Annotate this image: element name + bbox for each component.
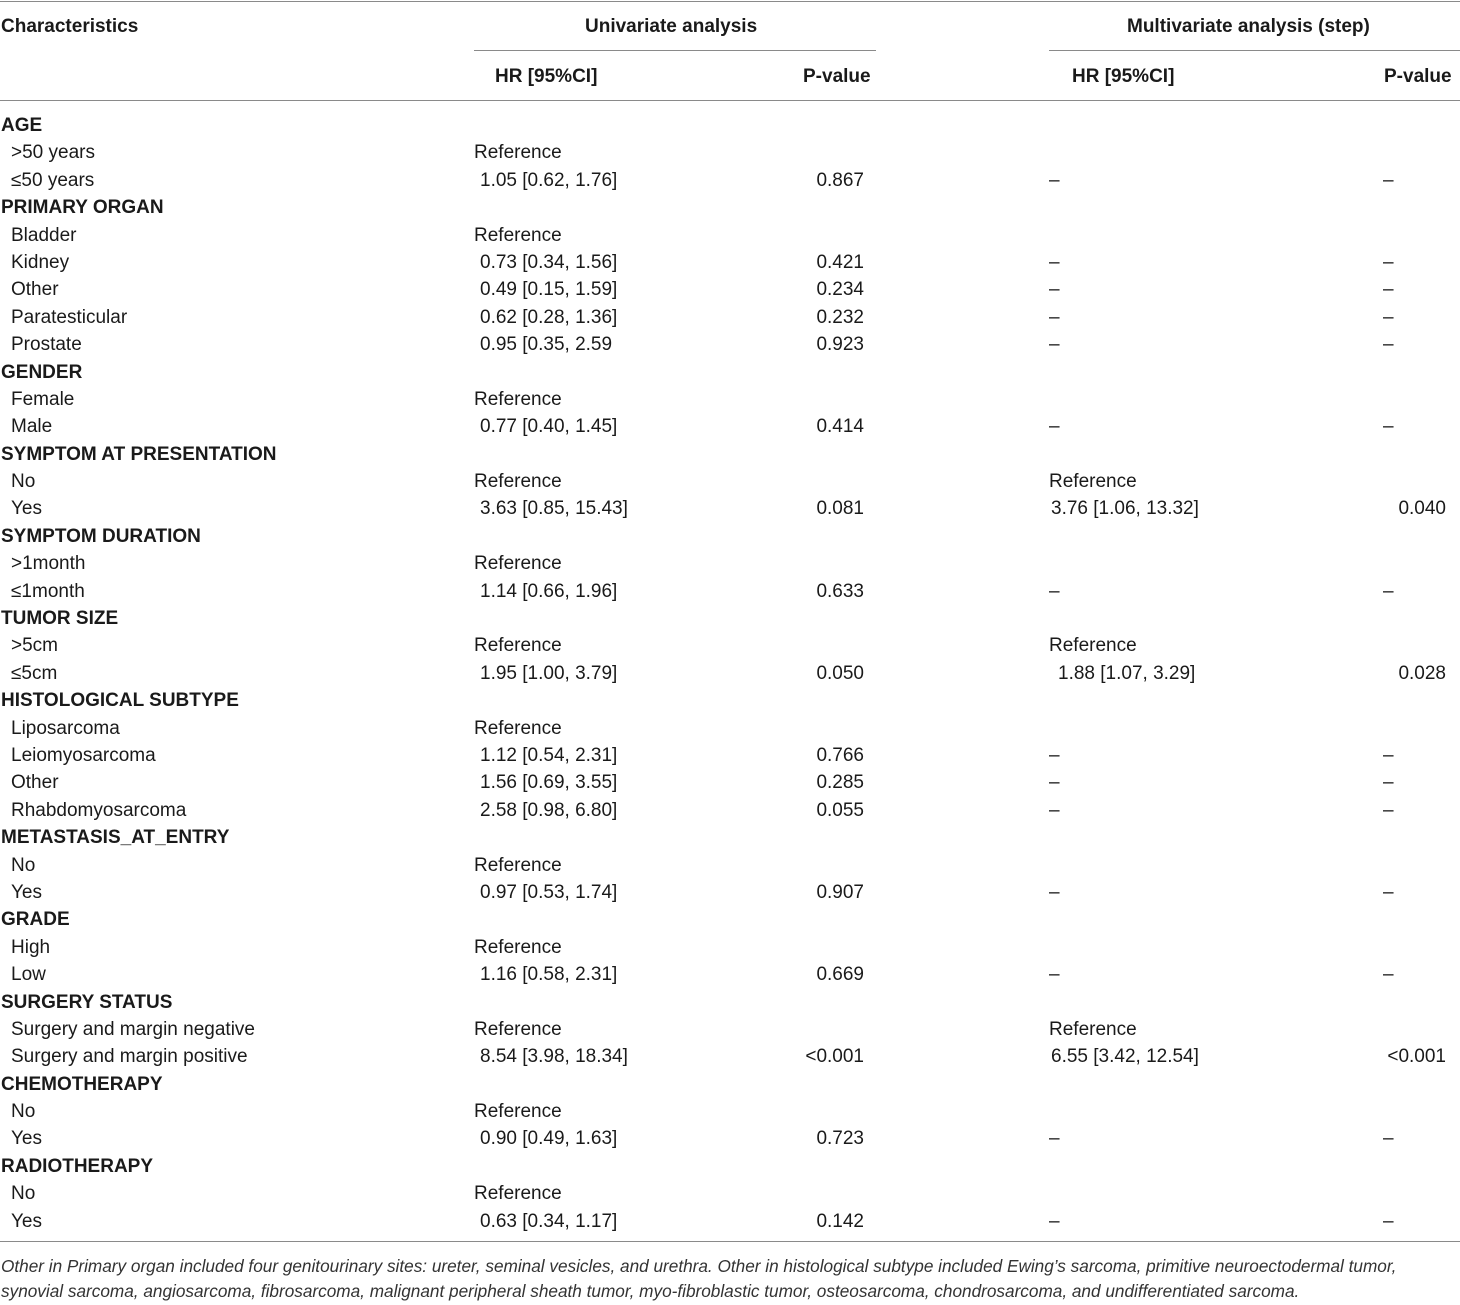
univariate-p-cell: 0.421 [816,251,864,273]
level-label: Bladder [11,224,77,246]
category-row [0,824,1460,851]
level-label: ≤5cm [11,662,58,684]
table-row [0,578,1460,605]
level-label: Rhabdomyosarcoma [11,799,187,821]
level-label: Other [11,279,59,301]
univariate-p-cell: 0.081 [816,498,864,520]
table-row [0,222,1460,249]
univariate-p-cell: 0.232 [816,306,864,328]
table-row [0,1208,1460,1235]
category-row [0,605,1460,632]
table-row [0,276,1460,303]
multivariate-hr-cell: – [1049,334,1060,356]
category-row [0,687,1460,714]
univariate-hr-cell: 0.63 [0.34, 1.17] [480,1210,618,1232]
category-label: GENDER [1,361,83,383]
table-row [0,139,1460,166]
univariate-hr-cell: Reference [474,388,562,410]
category-label: SYMPTOM AT PRESENTATION [1,443,277,465]
level-label: Surgery and margin positive [11,1046,248,1068]
univariate-hr-cell: 1.56 [0.69, 3.55] [480,772,618,794]
univariate-hr-cell: Reference [474,854,562,876]
table-row [0,1043,1460,1070]
multivariate-p-cell: – [1383,580,1394,602]
level-label: Female [11,388,75,410]
multivariate-p-cell: – [1383,334,1394,356]
table-row [0,769,1460,796]
univariate-p-cell: 0.414 [816,416,864,438]
univariate-hr-cell: Reference [474,1101,562,1123]
multivariate-p-cell: <0.001 [1387,1046,1446,1068]
table-row [0,167,1460,194]
univariate-p-cell: 0.285 [816,772,864,794]
univariate-hr-cell: 1.14 [0.66, 1.96] [480,580,618,602]
univariate-hr-cell: Reference [474,224,562,246]
table-bottom-rule [0,1241,1460,1242]
category-row [0,441,1460,468]
univariate-p-cell: 0.050 [816,662,864,684]
level-label: >50 years [11,142,95,164]
category-row [0,112,1460,139]
table-footnote: Other in Primary organ included four genitourinary sites: ureter, seminal vesicles, and urethra. Other in histological subtype included Ewing’s sarcoma, primitive neuroectodermal tumor, synovial sarcoma, angiosarcoma, fibrosarcoma, malignant peripheral sheath tumor, myo-fibroblastic tumor, osteosarcoma, chondrosarcoma, and undifferentiated sarcoma. [1,1256,1397,1301]
univariate-p-cell: 0.723 [816,1128,864,1150]
multivariate-hr-cell: – [1049,416,1060,438]
category-row [0,1153,1460,1180]
table-row [0,413,1460,440]
multivariate-hr-cell: – [1049,964,1060,986]
multivariate-hr-cell: – [1049,772,1060,794]
level-label: Low [11,964,46,986]
level-label: Kidney [11,251,70,273]
univariate-hr-cell: Reference [474,142,562,164]
table-row [0,304,1460,331]
table-row [0,961,1460,988]
multivariate-hr-cell: – [1049,169,1060,191]
multivariate-p-cell: – [1383,251,1394,273]
univariate-p-cell: 0.867 [816,169,864,191]
univariate-hr-cell: 1.05 [0.62, 1.76] [480,169,618,191]
level-label: Paratesticular [11,306,128,328]
multivariate-p-cell: – [1383,799,1394,821]
table-row [0,934,1460,961]
header-multivariate-p: P-value [1384,66,1452,87]
level-label: Other [11,772,59,794]
multivariate-p-cell: – [1383,1128,1394,1150]
table-row [0,1016,1460,1043]
multivariate-p-cell: – [1383,964,1394,986]
multivariate-hr-cell: 1.88 [1.07, 3.29] [1058,662,1196,684]
table-row [0,249,1460,276]
level-label: No [11,854,36,876]
univariate-hr-cell: 0.77 [0.40, 1.45] [480,416,618,438]
multivariate-hr-cell: Reference [1049,1018,1137,1040]
table-row [0,632,1460,659]
univariate-hr-cell: Reference [474,1018,562,1040]
univariate-p-cell: 0.633 [816,580,864,602]
univariate-hr-cell: 1.95 [1.00, 3.79] [480,662,618,684]
level-label: Yes [11,1128,42,1150]
multivariate-hr-cell: 3.76 [1.06, 13.32] [1051,498,1199,520]
category-row [0,194,1460,221]
multivariate-p-cell: – [1383,1210,1394,1232]
multivariate-hr-cell: – [1049,1210,1060,1232]
level-label: Yes [11,1210,42,1232]
table-row [0,1125,1460,1152]
table-row [0,468,1460,495]
header-multivariate: Multivariate analysis (step) [1127,16,1370,37]
multivariate-p-cell: – [1383,169,1394,191]
univariate-hr-cell: 2.58 [0.98, 6.80] [480,799,618,821]
header-univariate-hr: HR [95%CI] [495,66,598,87]
univariate-hr-cell: 1.12 [0.54, 2.31] [480,744,618,766]
multivariate-hr-cell: 6.55 [3.42, 12.54] [1051,1046,1199,1068]
level-label: Prostate [11,334,82,356]
univariate-hr-cell: 8.54 [3.98, 18.34] [480,1046,628,1068]
univariate-hr-cell: Reference [474,936,562,958]
multivariate-hr-cell: – [1049,1128,1060,1150]
category-label: PRIMARY ORGAN [1,197,164,219]
univariate-hr-cell: 0.49 [0.15, 1.59] [480,279,618,301]
category-label: TUMOR SIZE [1,608,119,630]
univariate-p-cell: 0.766 [816,744,864,766]
header-univariate: Univariate analysis [585,16,758,37]
univariate-p-cell: 0.142 [816,1210,864,1232]
category-label: METASTASIS_AT_ENTRY [1,827,230,849]
univariate-hr-cell: Reference [474,471,562,493]
multivariate-p-cell: 0.040 [1398,498,1446,520]
multivariate-p-cell: – [1383,772,1394,794]
category-row [0,1071,1460,1098]
level-label: >5cm [11,635,58,657]
table-row [0,660,1460,687]
level-label: Yes [11,881,42,903]
multivariate-hr-cell: – [1049,251,1060,273]
table-row [0,331,1460,358]
header-multivariate-hr: HR [95%CI] [1072,66,1175,87]
table-row [0,742,1460,769]
univariate-p-cell: <0.001 [805,1046,864,1068]
multivariate-hr-cell: – [1049,580,1060,602]
univariate-p-cell: 0.669 [816,964,864,986]
univariate-group-rule [474,50,876,51]
category-label: GRADE [1,909,70,931]
univariate-hr-cell: 0.73 [0.34, 1.56] [480,251,618,273]
level-label: Yes [11,498,42,520]
category-label: SYMPTOM DURATION [1,525,201,547]
table-row [0,715,1460,742]
univariate-hr-cell: Reference [474,1183,562,1205]
multivariate-p-cell: – [1383,279,1394,301]
header-characteristics: Characteristics [1,16,139,37]
multivariate-hr-cell: Reference [1049,471,1137,493]
multivariate-hr-cell: – [1049,306,1060,328]
level-label: ≤50 years [11,169,95,191]
category-label: SURGERY STATUS [1,991,173,1013]
univariate-hr-cell: Reference [474,635,562,657]
category-row [0,359,1460,386]
table-row [0,386,1460,413]
table-body [0,112,1460,1235]
multivariate-p-cell: 0.028 [1398,662,1446,684]
header-univariate-p: P-value [803,66,871,87]
univariate-p-cell: 0.055 [816,799,864,821]
table-row [0,1098,1460,1125]
level-label: No [11,1101,36,1123]
table-top-rule [0,1,1460,2]
univariate-hr-cell: 0.90 [0.49, 1.63] [480,1128,618,1150]
table-row [0,879,1460,906]
table-row [0,550,1460,577]
level-label: ≤1month [11,580,85,602]
level-label: Surgery and margin negative [11,1018,255,1040]
table-header-rule [0,100,1460,101]
univariate-hr-cell: 0.62 [0.28, 1.36] [480,306,618,328]
category-label: AGE [1,115,43,136]
level-label: >1month [11,553,86,575]
univariate-p-cell: 0.923 [816,334,864,356]
univariate-hr-cell: 0.95 [0.35, 2.59 [480,334,613,356]
table-row [0,1180,1460,1207]
table-row [0,797,1460,824]
univariate-hr-cell: 1.16 [0.58, 2.31] [480,964,618,986]
univariate-p-cell: 0.234 [816,279,864,301]
multivariate-hr-cell: Reference [1049,635,1137,657]
level-label: Liposarcoma [11,717,120,739]
category-label: RADIOTHERAPY [1,1155,154,1177]
multivariate-hr-cell: – [1049,799,1060,821]
multivariate-hr-cell: – [1049,279,1060,301]
level-label: High [11,936,51,958]
multivariate-p-cell: – [1383,744,1394,766]
univariate-hr-cell: Reference [474,717,562,739]
category-label: HISTOLOGICAL SUBTYPE [1,690,239,712]
level-label: Male [11,416,53,438]
multivariate-hr-cell: – [1049,881,1060,903]
category-row [0,523,1460,550]
multivariate-p-cell: – [1383,881,1394,903]
category-row [0,906,1460,933]
level-label: No [11,471,36,493]
univariate-hr-cell: 3.63 [0.85, 15.43] [480,498,628,520]
multivariate-p-cell: – [1383,306,1394,328]
multivariate-group-rule [1049,50,1460,51]
table-row [0,495,1460,522]
level-label: No [11,1183,36,1205]
table-row [0,852,1460,879]
multivariate-p-cell: – [1383,416,1394,438]
category-row [0,989,1460,1016]
univariate-hr-cell: Reference [474,553,562,575]
level-label: Leiomyosarcoma [11,744,156,766]
category-label: CHEMOTHERAPY [1,1073,163,1095]
multivariate-hr-cell: – [1049,744,1060,766]
univariate-p-cell: 0.907 [816,881,864,903]
univariate-hr-cell: 0.97 [0.53, 1.74] [480,881,618,903]
